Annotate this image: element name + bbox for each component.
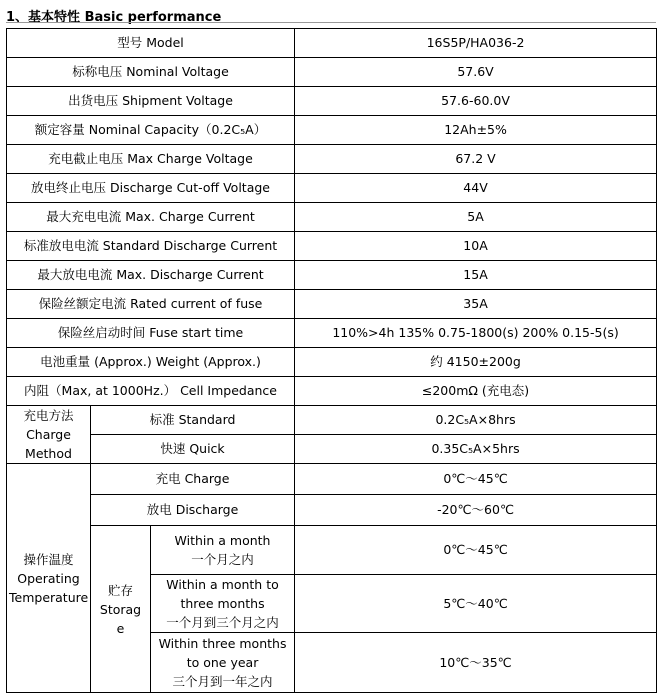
storage-label-line: Storag — [99, 601, 142, 617]
storage-period-line: to one year — [186, 655, 259, 670]
spec-value: ≤200mΩ (充电态) — [295, 377, 657, 406]
storage-period-line: 三个月到一年之内 — [172, 674, 273, 689]
spec-row-storage-month — [7, 526, 657, 575]
spec-row-cell-impedance — [7, 377, 657, 406]
spec-label: 电池重量 (Approx.) Weight (Approx.) — [7, 348, 295, 377]
operating-temperature-label — [7, 464, 91, 693]
charge-quick-value: 0.35C₅A×5hrs — [295, 435, 657, 464]
spec-value: 16S5P/HA036-2 — [295, 29, 657, 58]
spec-label: 出货电压 Shipment Voltage — [7, 87, 295, 116]
spec-value: 5A — [295, 203, 657, 232]
spec-row-max-discharge-current — [7, 261, 657, 290]
storage-period-label — [151, 633, 295, 693]
spec-row-shipment-voltage — [7, 87, 657, 116]
spec-value: 67.2 V — [295, 145, 657, 174]
storage-period-value: 10℃～35℃ — [295, 633, 657, 693]
spec-row-model — [7, 29, 657, 58]
spec-label: 放电终止电压 Discharge Cut-off Voltage — [7, 174, 295, 203]
storage-period-label — [151, 575, 295, 633]
charge-standard-label: 标准 Standard — [91, 406, 295, 435]
storage-period-line: Within a month to — [166, 577, 279, 592]
storage-period-line: Within three months — [158, 636, 287, 651]
spec-value: 10A — [295, 232, 657, 261]
spec-row-nominal-capacity — [7, 116, 657, 145]
spec-row-max-charge-voltage — [7, 145, 657, 174]
spec-row-nominal-voltage — [7, 58, 657, 87]
spec-label: 充电截止电压 Max Charge Voltage — [7, 145, 295, 174]
spec-value: 57.6-60.0V — [295, 87, 657, 116]
spec-row-standard-discharge-current — [7, 232, 657, 261]
spec-row-fuse-rated-current — [7, 290, 657, 319]
spec-row-temp-charge — [7, 464, 657, 495]
storage-period-line: three months — [180, 596, 265, 611]
spec-row-temp-discharge — [7, 495, 657, 526]
temp-discharge-label: 放电 Discharge — [91, 495, 295, 526]
storage-period-line: 一个月之内 — [191, 552, 254, 567]
storage-period-line: 一个月到三个月之内 — [166, 615, 279, 630]
spec-label: 型号 Model — [7, 29, 295, 58]
spec-label: 标准放电电流 Standard Discharge Current — [7, 232, 295, 261]
operating-temperature-label-line: 操作温度 — [23, 551, 74, 567]
charge-method-label-line: Charge — [26, 427, 71, 442]
spec-label: 最大充电电流 Max. Charge Current — [7, 203, 295, 232]
spec-row-charge-quick — [7, 435, 657, 464]
charge-method-label — [7, 406, 91, 464]
charge-method-label-line: Method — [25, 446, 72, 461]
storage-period-value: 0℃～45℃ — [295, 526, 657, 575]
temp-charge-label: 充电 Charge — [91, 464, 295, 495]
spec-value: 110%>4h 135% 0.75-1800(s) 200% 0.15-5(s) — [295, 319, 657, 348]
spec-row-charge-standard — [7, 406, 657, 435]
storage-label — [91, 526, 151, 693]
storage-label-line: 贮存 — [107, 582, 133, 598]
spec-row-weight — [7, 348, 657, 377]
spec-label: 内阻（Max, at 1000Hz.） Cell Impedance — [7, 377, 295, 406]
temp-charge-value: 0℃～45℃ — [295, 464, 657, 495]
spec-value: 12Ah±5% — [295, 116, 657, 145]
spec-row-discharge-cutoff-voltage — [7, 174, 657, 203]
spec-row-max-charge-current — [7, 203, 657, 232]
storage-period-value: 5℃～40℃ — [295, 575, 657, 633]
spec-row-fuse-start-time — [7, 319, 657, 348]
spec-value: 15A — [295, 261, 657, 290]
heading-underline — [6, 22, 656, 23]
operating-temperature-label-line: Temperature — [9, 589, 89, 605]
operating-temperature-label-line: Operating — [17, 570, 80, 586]
spec-label: 保险丝启动时间 Fuse start time — [7, 319, 295, 348]
spec-value: 57.6V — [295, 58, 657, 87]
temp-discharge-value: -20℃～60℃ — [295, 495, 657, 526]
spec-value: 35A — [295, 290, 657, 319]
storage-period-label — [151, 526, 295, 575]
storage-period-line: Within a month — [174, 533, 271, 548]
spec-value: 约 4150±200g — [295, 348, 657, 377]
spec-label: 额定容量 Nominal Capacity（0.2C₅A） — [7, 116, 295, 145]
spec-label: 保险丝额定电流 Rated current of fuse — [7, 290, 295, 319]
charge-standard-value: 0.2C₅A×8hrs — [295, 406, 657, 435]
charge-quick-label: 快速 Quick — [91, 435, 295, 464]
charge-method-label-line: 充电方法 — [23, 408, 74, 423]
spec-value: 44V — [295, 174, 657, 203]
basic-performance-table — [6, 28, 657, 693]
storage-label-line: e — [116, 620, 125, 636]
spec-label: 最大放电电流 Max. Discharge Current — [7, 261, 295, 290]
section-heading: 1、基本特性 Basic performance — [6, 10, 222, 25]
spec-label: 标称电压 Nominal Voltage — [7, 58, 295, 87]
